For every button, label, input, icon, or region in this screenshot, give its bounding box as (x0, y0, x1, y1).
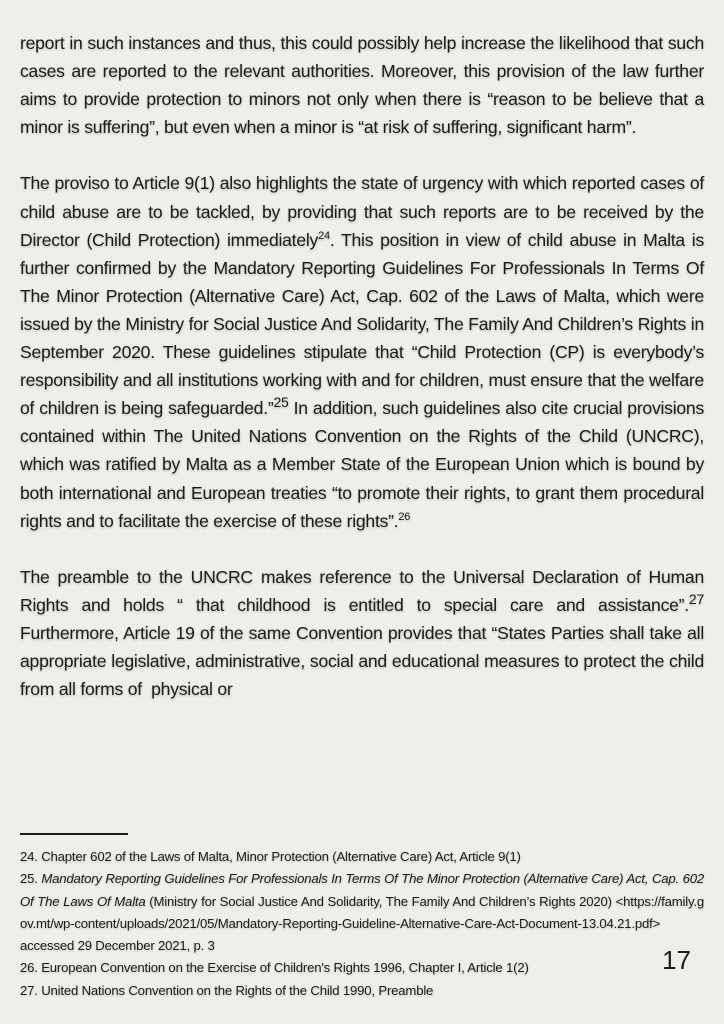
footnote-title: Mandatory Reporting Guidelines For Professionals In Terms Of The Minor Protection (Alternative Care) Act, Cap. 602 Of The Laws Of Malta (20, 871, 704, 909)
paragraph-text: The proviso to Article 9(1) also highlights the state of urgency with which reported cases of child abuse are to be tackled, by providing that such reports are to be received by the Director (Child Protection) immediately (20, 173, 704, 250)
paragraph-text: . This position in view of child abuse in Malta is further confirmed by the Mandatory Reporting Guidelines For Professionals In Terms Of The Minor Protection (Alternative Care) Act, Cap. 602 of the Laws of Malta, which were issued by the Ministry for Social Justice And Solidarity, The Family And Children’s Rights in September 2020. These guidelines stipulate that “Child Protection (CP) is everybody’s responsibility and all institutions working with and for children, must ensure that the welfare of children is being safeguarded.” (20, 229, 705, 419)
footnote-url-link[interactable]: <https://family.gov.mt/wp-content/uploads/2021/05/Mandatory-Reporting-Guideline-Alternative-Care-Act-Document-13.04.21.pdf> (20, 893, 704, 931)
paragraph-1 (20, 29, 704, 141)
footnote-number: 24. (20, 849, 38, 864)
footnote-text: (Ministry for Social Justice And Solidarity, The Family And Children’s Rights 2020) (145, 893, 616, 909)
footnote-number: 25. (20, 871, 38, 887)
footnote-25 (20, 868, 704, 957)
paragraph-2 (20, 169, 704, 534)
paragraph-3 (20, 563, 704, 703)
page-number: 17 (662, 945, 691, 975)
footnote-26 (20, 957, 630, 979)
footnotes (20, 846, 704, 1002)
paragraph-text: report in such instances and thus, this could possibly help increase the likelihood that such cases are reported to the relevant authorities. Moreover, this provision of the law further aims to provide protection to minors not only when there is “reason to be believe that a minor is suffering”, but even when a minor is “at risk of suffering, significant harm”. (20, 33, 704, 138)
footnote-text: accessed 29 December 2021, p. 3 (20, 938, 215, 954)
body-text (20, 29, 704, 703)
footnote-27 (20, 980, 630, 1002)
footnote-number: 27. (20, 982, 38, 998)
footnote-ref-26[interactable]: 26 (398, 510, 411, 523)
footnote-24 (20, 846, 704, 868)
footnote-ref-27[interactable]: 27 (688, 591, 704, 608)
footnote-number: 26. (20, 960, 38, 976)
paragraph-text: Furthermore, Article 19 of the same Convention provides that “States Parties shall take all appropriate legislative, administrative, social and educational measures to protect the child from all forms of physical or (20, 622, 704, 700)
footnote-text: United Nations Convention on the Rights of the Child 1990, Preamble (37, 982, 434, 998)
footnote-separator (20, 833, 128, 835)
footnote-ref-25[interactable]: 25 (273, 394, 289, 411)
footnote-text: Chapter 602 of the Laws of Malta, Minor Protection (Alternative Care) Act, Article 9(1) (37, 849, 521, 864)
footnote-ref-24[interactable]: 24 (318, 229, 330, 242)
paragraph-text: The preamble to the UNCRC makes reference to the Universal Declaration of Human Rights and holds “ that childhood is entitled to special care and assistance”. (20, 566, 704, 615)
footnote-text: European Convention on the Exercise of Children's Rights 1996, Chapter I, Article 1(2) (37, 960, 529, 976)
paragraph-text: In addition, such guidelines also cite crucial provisions contained within The United Nations Convention on the Rights of the Child (UNCRC), which was ratified by Malta as a Member State of the European Union which is bound by both international and European treaties “to promote their rights, to grant them procedural rights and to facilitate the exercise of these rights”. (20, 398, 704, 531)
